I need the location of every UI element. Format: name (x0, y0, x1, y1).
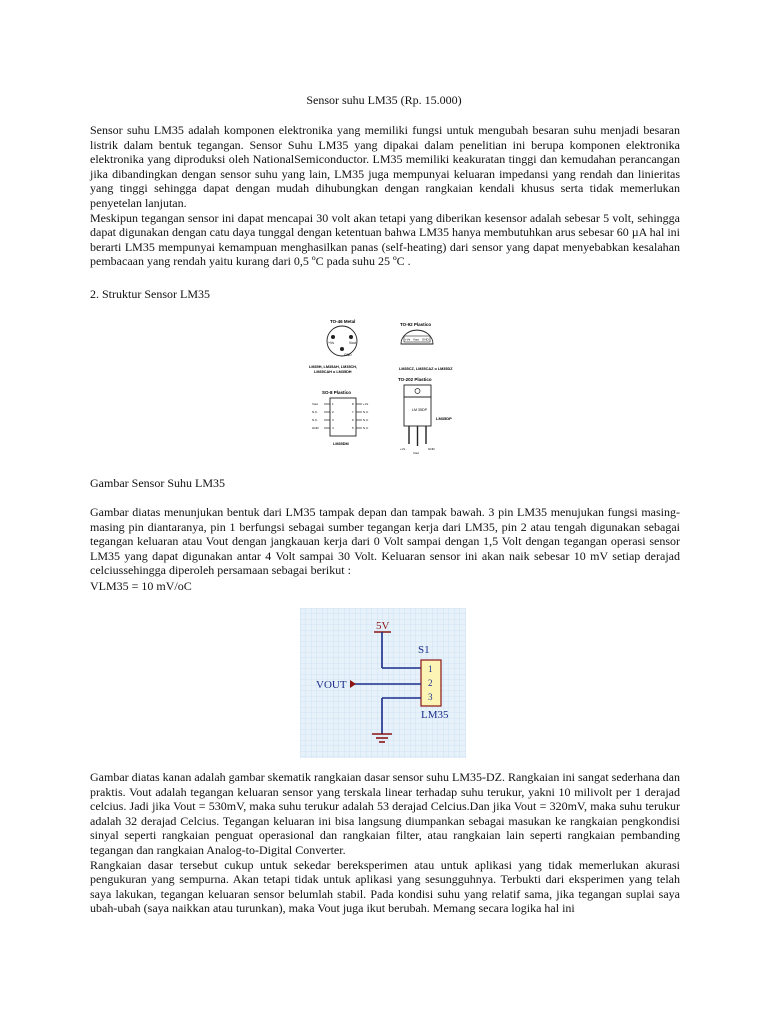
pin-number-3: 3 (428, 692, 433, 702)
paragraph-schematic-part-2: Rangkaian dasar tersebut cukup untuk sekedar bereksperimen atau untuk aplikasi yang tidak memerlukan akurasi pengukuran yang sempurna. Akan tetapi tidak untuk aplikasi yang sesungguhnya. Terbukti dari eksperimen yang telah saya lakukan, tegangan keluaran sensor belumlah stabil. Pada kondisi suhu yang relatif sama, jika tegangan suplai saya ubah-ubah (saya naikkan atau turunkan), maka Vout juga ikut berubah. Memang secara logika hal ini (90, 857, 680, 916)
paragraph-intro (90, 123, 680, 269)
so8-num-6: 6 (352, 418, 354, 422)
so8-left-label-2: N.C. (312, 410, 318, 414)
so8-num-7: 7 (352, 410, 354, 414)
to46-pin-2 (349, 335, 353, 339)
schematic-figure (300, 608, 466, 758)
to92-caption: LM35CZ, LM35CAZ o LM35DZ (399, 367, 453, 371)
paragraph-pins (90, 505, 680, 578)
paragraph-schematic-part-1: Gambar diatas kanan adalah gambar skematik rangkaian dasar sensor suhu LM35-DZ. Rangkaian ini sangat sederhana dan praktis. Vout adalah tegangan keluaran sensor yang terskala linear terhadap suhu terukur, yakni 10 milivolt per 1 derajad celcius. Jadi jika Vout = 530mV, maka suhu terukur adalah 53 derajad Celcius.Dan jika Vout = 320mV, maka suhu terukur adalah 32 derajad Celcius. Tegangan keluaran ini bisa langsung diumpankan sebagai masukan ke rangkaian pengkondisi sinyal seperti rangkaian penguat operasional dan rangkaian filter, atau rangkaian lain seperti rangkaian pembanding tegangan dan rangkaian Analog-to-Digital Converter. (90, 770, 680, 857)
supply-label: 5V (376, 620, 390, 632)
so8-right-label-4: N.C. (363, 426, 369, 430)
to46-pin-label-2: Vout (349, 341, 356, 345)
to46-pin-label-1: +Vs (328, 341, 334, 345)
document-title: Sensor suhu LM35 (Rp. 15.000) (306, 93, 462, 107)
sensor-ref-label: S1 (418, 644, 430, 656)
paragraph-intro-part-2: Meskipun tegangan sensor ini dapat mencapai 30 volt akan tetapi yang diberikan kesensor adalah sebesar 5 volt, sehingga dapat digunakan dengan catu daya tunggal dengan ketentuan bahwa LM35 hanya membutuhkan arus sebesar 60 µA hal ini berarti LM35 mempunyai kemampuan menghasilkan panas (self-heating) dari sensor yang dapat menyebabkan kesalahan pembacaan yang rendah yaitu kurang dari 0,5 ºC pada suhu 25 ºC . (90, 210, 680, 269)
so8-num-5: 5 (352, 426, 354, 430)
package-figure (300, 314, 470, 456)
paragraph-pins-text: Gambar diatas menunjukan bentuk dari LM35 tampak depan dan tampak bawah. 3 pin LM35 menujukan fungsi masing-masing pin diantaranya, pin 1 berfungsi sebagai sumber tegangan kerja dari LM35, pin 2 atau tengah digunakan sebagai tegangan keluaran atau Vout dengan jangkauan kerja dari 0 Volt sampai dengan 1,5 Volt dengan tegangan operasi sensor LM35 yang dapat digunakan antar 4 Volt sampai 30 Volt. Keluaran sensor ini akan naik sebesar 10 mV setiap derajad celciussehingga diperoleh persamaan sebagai berikut : (90, 505, 680, 578)
pin-number-1: 1 (428, 664, 433, 674)
so8-num-3: 3 (332, 418, 334, 422)
to202-pin-label-1: +Vs (400, 447, 406, 451)
figure-caption-sensor: Gambar Sensor Suhu LM35 (90, 476, 225, 490)
so8-caption: LM35DM (333, 442, 349, 446)
so8-num-2: 2 (332, 410, 334, 414)
vout-label: VOUT (316, 679, 347, 691)
section-heading-structure: 2. Struktur Sensor LM35 (90, 287, 210, 301)
to46-caption-1: LM35H, LM35AH, LM35CH, (309, 365, 358, 369)
to202-label: LM35DP (436, 416, 452, 421)
to92-pin-label-3: GND (422, 337, 429, 342)
so8-right-label-3: N.C. (363, 418, 369, 422)
part-label: LM35 (421, 709, 449, 721)
so8-num-4: 4 (332, 426, 334, 430)
to46-caption-2: LM35CAH o LM35DH (314, 370, 352, 374)
so8-right-label-1: +Vs (363, 402, 369, 406)
paragraph-schematic (90, 770, 680, 916)
formula: VLM35 = 10 mV/oC (90, 579, 192, 593)
to46-title: TO-46 Metal (330, 319, 356, 324)
so8-left-label-3: N.C. (312, 418, 318, 422)
to92-pin-label-2: Vout (413, 337, 420, 342)
pin-number-2: 2 (428, 678, 433, 688)
to46-pin-1 (331, 335, 335, 339)
to202-body-label: LM 35DP (412, 408, 427, 412)
to46-pin-label-gnd: GND (344, 353, 352, 357)
to202-pin-label-3: GND (428, 447, 435, 451)
to202-title: TO-202 Plastico (398, 377, 432, 382)
to202-pin-label-2: Vout (413, 451, 420, 455)
to92-pin-label-1: +Vs (405, 337, 411, 342)
so8-title: SO-8 Plastico (322, 390, 352, 395)
so8-left-label-4: GND (312, 426, 319, 430)
so8-right-label-2: N.C. (363, 410, 369, 414)
to46-pin-3 (340, 347, 344, 351)
so8-left-label-1: Vout (312, 402, 319, 406)
to92-title: TO-92 Plastico (400, 322, 432, 327)
so8-num-1: 1 (332, 402, 334, 406)
paragraph-intro-part-1: Sensor suhu LM35 adalah komponen elektronika yang memiliki fungsi untuk mengubah besaran suhu menjadi besaran listrik dalam bentuk tegangan. Sensor Suhu LM35 yang dipakai dalam penelitian ini berupa komponen elektronika elektronika yang diproduksi oleh NationalSemiconductor. LM35 memiliki keakuratan tinggi dan kemudahan perancangan jika dibandingkan dengan sensor suhu yang lain, LM35 juga mempunyai keluaran impedansi yang rendah dan linieritas yang tinggi sehingga dapat dengan mudah dihubungkan dengan rangkaian kendali khusus serta tidak memerlukan penyetelan lanjutan. (90, 123, 680, 210)
so8-num-8: 8 (352, 402, 354, 406)
